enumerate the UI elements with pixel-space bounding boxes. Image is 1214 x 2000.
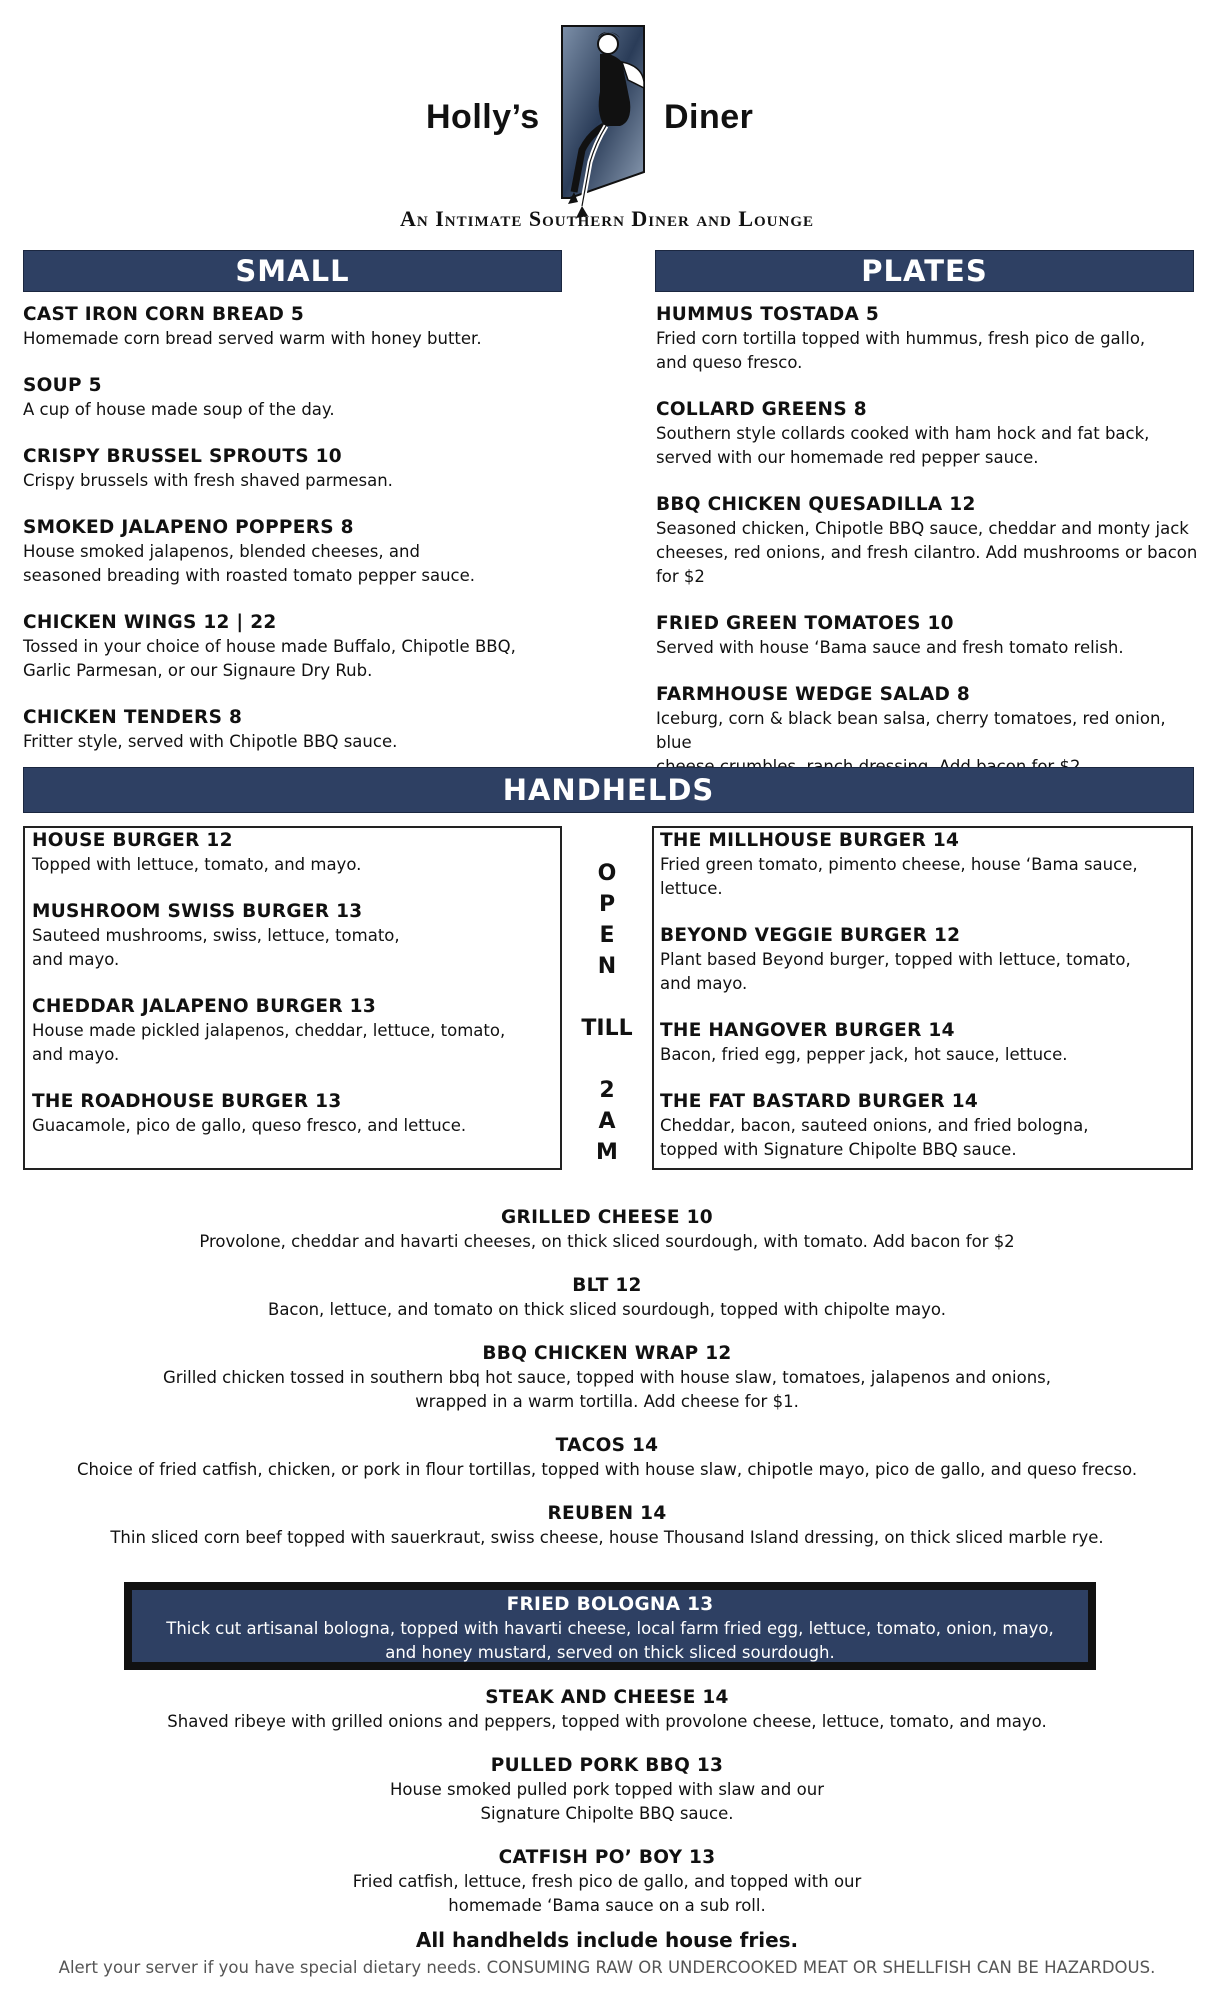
item-desc: Seasoned chicken, Chipotle BBQ sauce, cheddar and monty jack xyxy=(656,519,1189,538)
featured-item xyxy=(132,1590,1088,1662)
item-desc: House smoked pulled pork topped with slaw and our xyxy=(390,1780,824,1799)
item-desc: for $2 xyxy=(656,567,705,586)
menu-item xyxy=(23,444,563,493)
item-title: CHICKEN WINGS 12 | 22 xyxy=(23,612,277,633)
menu-item xyxy=(0,1685,1214,1734)
menu-item xyxy=(32,994,557,1067)
item-title: MUSHROOM SWISS BURGER 13 xyxy=(32,901,363,922)
item-desc: Guacamole, pico de gallo, queso fresco, and lettuce. xyxy=(32,1116,467,1135)
menu-item xyxy=(660,828,1190,901)
item-title: PULLED PORK BBQ 13 xyxy=(490,1755,724,1776)
item-desc: A cup of house made soup of the day. xyxy=(23,400,335,419)
item-desc: and mayo. xyxy=(660,974,748,993)
item-desc: Provolone, cheddar and havarti cheeses, on thick sliced sourdough, with tomato. Add bacon for $2 xyxy=(199,1232,1015,1251)
item-desc: wrapped in a warm tortilla. Add cheese for $1. xyxy=(415,1392,799,1411)
menu-item xyxy=(32,1089,557,1138)
fries-note: All handhelds include house fries. xyxy=(415,1928,799,1952)
menu-item xyxy=(0,1341,1214,1414)
item-title: FRIED BOLOGNA 13 xyxy=(506,1594,714,1615)
menu-item xyxy=(23,610,563,683)
item-desc: Crispy brussels with fresh shaved parmesan. xyxy=(23,471,393,490)
item-title: CHEDDAR JALAPENO BURGER 13 xyxy=(32,996,376,1017)
pinup-girl-logo-icon xyxy=(560,22,666,220)
item-title: BBQ CHICKEN WRAP 12 xyxy=(482,1343,732,1364)
item-desc: and mayo. xyxy=(32,1045,120,1064)
item-title: STEAK AND CHEESE 14 xyxy=(485,1687,729,1708)
item-desc: Fried green tomato, pimento cheese, house ‘Bama sauce, lettuce. xyxy=(660,855,1138,898)
brand-name-right: Diner xyxy=(664,98,754,136)
section-heading-handhelds: HANDHELDS xyxy=(23,767,1194,813)
menu-item xyxy=(23,515,563,588)
handhelds-right-items xyxy=(660,828,1190,1184)
item-desc: Bacon, lettuce, and tomato on thick sliced sourdough, topped with chipolte mayo. xyxy=(268,1300,946,1319)
item-desc: Bacon, fried egg, pepper jack, hot sauce, lettuce. xyxy=(660,1045,1068,1064)
menu-item xyxy=(656,397,1201,470)
item-desc: Choice of fried catfish, chicken, or pork in flour tortillas, topped with house slaw, chipotle mayo, pico de gallo, and queso frecso. xyxy=(76,1460,1138,1479)
featured-item-box xyxy=(124,1582,1096,1670)
item-title: TACOS 14 xyxy=(555,1435,659,1456)
open-letter: A xyxy=(598,1109,616,1134)
item-desc: Southern style collards cooked with ham hock and fat back, xyxy=(656,424,1150,443)
item-title: THE ROADHOUSE BURGER 13 xyxy=(32,1091,342,1112)
menu-item xyxy=(23,705,563,754)
item-title: HUMMUS TOSTADA 5 xyxy=(656,304,880,325)
center-items-after xyxy=(0,1685,1214,1937)
item-desc: Tossed in your choice of house made Buffalo, Chipotle BBQ, xyxy=(23,637,516,656)
menu-item xyxy=(656,611,1201,660)
item-desc: Fried corn tortilla topped with hummus, fresh pico de gallo, xyxy=(656,329,1146,348)
section-heading-plates: PLATES xyxy=(655,250,1194,292)
menu-item xyxy=(656,302,1201,375)
item-desc: and mayo. xyxy=(32,950,120,969)
item-title: BLT 12 xyxy=(572,1275,642,1296)
plates-items xyxy=(656,302,1201,801)
item-desc: homemade ‘Bama sauce on a sub roll. xyxy=(448,1896,766,1915)
item-desc: and honey mustard, served on thick sliced sourdough. xyxy=(385,1643,835,1662)
menu-item xyxy=(660,923,1190,996)
menu-item xyxy=(0,1501,1214,1550)
open-letter: TILL xyxy=(581,1016,633,1041)
item-desc: and queso fresco. xyxy=(656,353,803,372)
item-title: CATFISH PO’ BOY 13 xyxy=(498,1847,716,1868)
item-title: GRILLED CHEESE 10 xyxy=(501,1207,713,1228)
menu-item xyxy=(0,1753,1214,1826)
allergy-alert: Alert your server if you have special dietary needs. CONSUMING RAW OR UNDERCOOKED MEAT OR SHELLFISH CAN BE HAZARDOUS. xyxy=(58,1958,1156,1977)
item-title: CHICKEN TENDERS 8 xyxy=(23,707,243,728)
section-heading-small: SMALL xyxy=(23,250,562,292)
item-title: REUBEN 14 xyxy=(547,1503,667,1524)
menu-item xyxy=(23,302,563,351)
menu-item xyxy=(32,899,557,972)
item-desc: Plant based Beyond burger, topped with lettuce, tomato, xyxy=(660,950,1131,969)
item-desc: Sauteed mushrooms, swiss, lettuce, tomato, xyxy=(32,926,400,945)
menu-item xyxy=(0,1205,1214,1254)
item-desc: Fried catfish, lettuce, fresh pico de gallo, and topped with our xyxy=(352,1872,862,1891)
small-items xyxy=(23,302,563,776)
item-desc: Fritter style, served with Chipotle BBQ sauce. xyxy=(23,732,398,751)
menu-item xyxy=(0,1273,1214,1322)
item-desc: topped with Signature Chipolte BBQ sauce. xyxy=(660,1140,1017,1159)
open-letter: 2 xyxy=(599,1078,615,1103)
item-title: THE FAT BASTARD BURGER 14 xyxy=(660,1091,979,1112)
item-title: FARMHOUSE WEDGE SALAD 8 xyxy=(656,684,971,705)
item-desc: House smoked jalapenos, blended cheeses, and xyxy=(23,542,420,561)
menu-header xyxy=(0,0,1214,240)
item-desc: served with our homemade red pepper sauce. xyxy=(656,448,1039,467)
open-letter: P xyxy=(598,892,616,917)
item-title: THE HANGOVER BURGER 14 xyxy=(660,1020,955,1041)
item-title: SOUP 5 xyxy=(23,375,102,396)
menu-item xyxy=(32,828,557,877)
menu-item xyxy=(0,1845,1214,1918)
item-title: BEYOND VEGGIE BURGER 12 xyxy=(660,925,961,946)
handhelds-left-items xyxy=(32,828,557,1160)
open-letter: M xyxy=(596,1140,618,1165)
item-desc: Served with house ‘Bama sauce and fresh tomato relish. xyxy=(656,638,1124,657)
item-title: FRIED GREEN TOMATOES 10 xyxy=(656,613,954,634)
center-items xyxy=(0,1205,1214,1569)
item-desc: Garlic Parmesan, or our Signaure Dry Rub. xyxy=(23,661,373,680)
item-desc: seasoned breading with roasted tomato pepper sauce. xyxy=(23,566,476,585)
item-desc: Signature Chipolte BBQ sauce. xyxy=(480,1804,734,1823)
item-desc: Thin sliced corn beef topped with sauerkraut, swiss cheese, house Thousand Island dressing, on thick sliced marble rye. xyxy=(110,1528,1104,1547)
menu-item xyxy=(0,1433,1214,1482)
menu-item xyxy=(660,1089,1190,1162)
open-letter: O xyxy=(597,861,617,886)
menu-item xyxy=(660,1018,1190,1067)
item-desc: Thick cut artisanal bologna, topped with havarti cheese, local farm fried egg, lettuce, tomato, onion, mayo, xyxy=(166,1619,1054,1638)
item-desc: Topped with lettuce, tomato, and mayo. xyxy=(32,855,362,874)
menu-item xyxy=(656,682,1201,779)
item-title: CRISPY BRUSSEL SPROUTS 10 xyxy=(23,446,342,467)
item-desc: Grilled chicken tossed in southern bbq hot sauce, topped with house slaw, tomatoes, jalapenos and onions, xyxy=(162,1368,1052,1387)
tagline: An Intimate Southern Diner and Lounge xyxy=(400,206,814,231)
item-desc: cheeses, red onions, and fresh cilantro. Add mushrooms or bacon xyxy=(656,543,1198,562)
item-desc: Cheddar, bacon, sauteed onions, and fried bologna, xyxy=(660,1116,1089,1135)
open-letter xyxy=(568,1044,646,1075)
brand-name-left: Holly’s xyxy=(426,98,540,136)
item-title: HOUSE BURGER 12 xyxy=(32,830,233,851)
item-title: THE MILLHOUSE BURGER 14 xyxy=(660,830,960,851)
open-letter: E xyxy=(599,923,615,948)
open-till-2am xyxy=(568,858,646,1168)
menu-item xyxy=(656,492,1201,589)
item-title: SMOKED JALAPENO POPPERS 8 xyxy=(23,517,354,538)
open-letter xyxy=(568,982,646,1013)
item-desc: Iceburg, corn & black bean salsa, cherry tomatoes, red onion, blue xyxy=(656,709,1166,752)
item-title: COLLARD GREENS 8 xyxy=(656,399,867,420)
item-title: CAST IRON CORN BREAD 5 xyxy=(23,304,305,325)
menu-item xyxy=(23,373,563,422)
item-desc: House made pickled jalapenos, cheddar, lettuce, tomato, xyxy=(32,1021,506,1040)
open-letter: N xyxy=(597,954,617,979)
item-desc: Shaved ribeye with grilled onions and peppers, topped with provolone cheese, lettuce, tomato, and mayo. xyxy=(167,1712,1047,1731)
item-title: BBQ CHICKEN QUESADILLA 12 xyxy=(656,494,976,515)
item-desc: Homemade corn bread served warm with honey butter. xyxy=(23,329,482,348)
